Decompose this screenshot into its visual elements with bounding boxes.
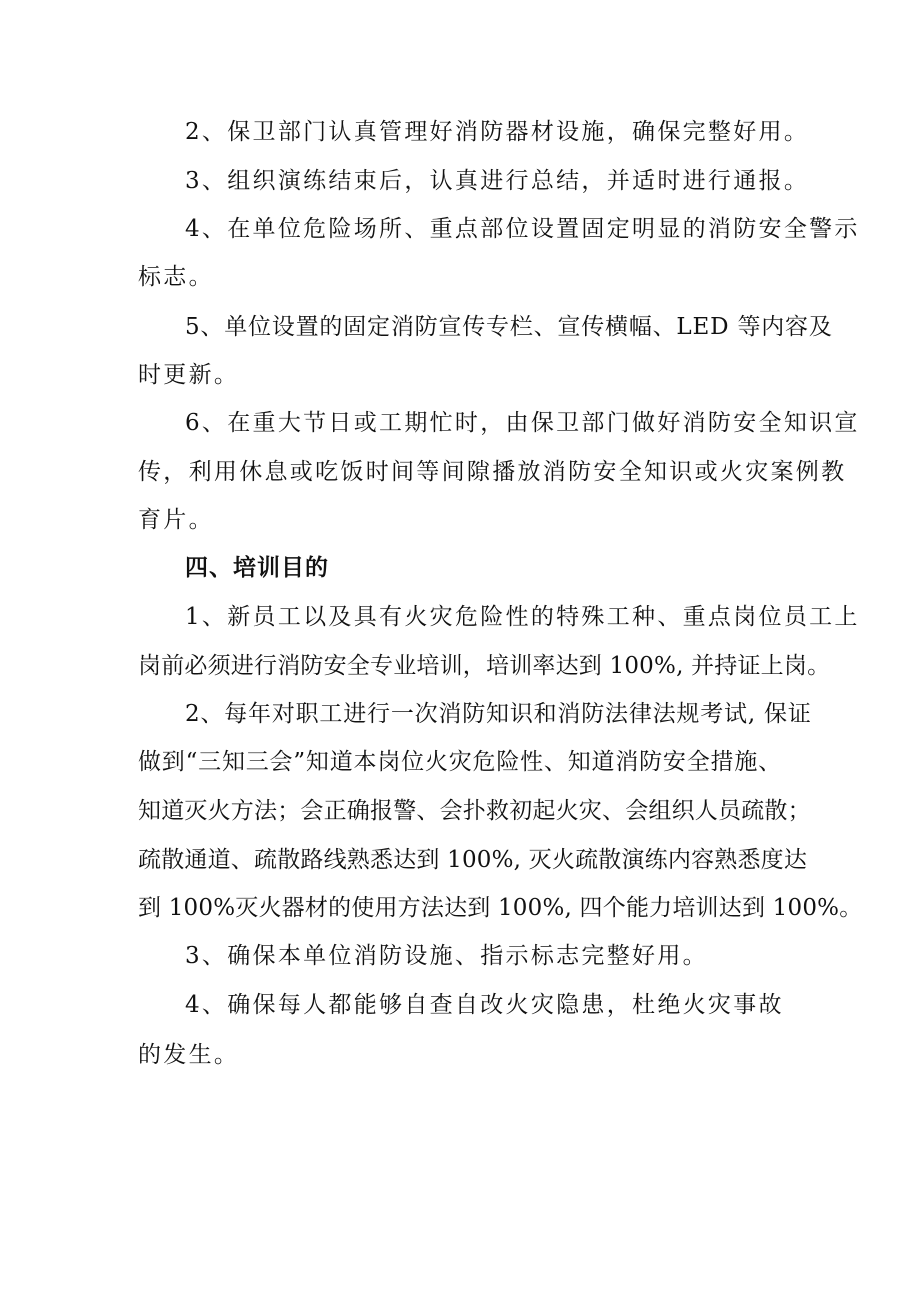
paragraph-line: 3、确保本单位消防设施、指示标志完整好用。 — [185, 943, 708, 969]
paragraph-line: 标志。 — [138, 264, 214, 290]
paragraph-line: 到 100%灭火器材的使用方法达到 100%, 四个能力培训达到 100%。 — [138, 895, 863, 921]
paragraph-line: 时更新。 — [138, 362, 240, 388]
paragraph-line: 4、确保每人都能够自查自改火灾隐患，杜绝火灾事故 — [185, 992, 784, 1018]
paragraph-line: 4、在单位危险场所、重点部位设置固定明显的消防安全警示 — [185, 216, 860, 242]
paragraph-line: 1、新员工以及具有火灾危险性的特殊工种、重点岗位员工上 — [185, 604, 860, 630]
paragraph-line: 2、每年对职工进行一次消防知识和消防法律法规考试, 保证 — [185, 701, 812, 727]
paragraph-line: 2、保卫部门认真管理好消防器材设施，确保完整好用。 — [185, 119, 810, 145]
paragraph-line: 5、单位设置的固定消防宣传专栏、宣传横幅、LED 等内容及 — [185, 314, 833, 340]
paragraph-line: 育片。 — [138, 507, 214, 533]
paragraph-line: 3、组织演练结束后，认真进行总结，并适时进行通报。 — [185, 168, 810, 194]
paragraph-line: 岗前必须进行消防安全专业培训，培训率达到 100%, 并持证上岗。 — [138, 653, 831, 679]
paragraph-line: 6、在重大节日或工期忙时，由保卫部门做好消防安全知识宣 — [185, 410, 860, 436]
paragraph-line: 的发生。 — [138, 1042, 240, 1068]
section-heading: 四、培训目的 — [185, 555, 329, 581]
paragraph-line: 传，利用休息或吃饭时间等间隙播放消防安全知识或火灾案例教 — [138, 459, 847, 485]
paragraph-line: 做到“三知三会”知道本岗位火灾危险性、知道消防安全措施、 — [138, 749, 782, 775]
paragraph-line: 知道灭火方法；会正确报警、会扑救初起火灾、会组织人员疏散； — [138, 798, 811, 824]
paragraph-line: 疏散通道、疏散路线熟悉达到 100%, 灭火疏散演练内容熟悉度达 — [138, 847, 808, 873]
